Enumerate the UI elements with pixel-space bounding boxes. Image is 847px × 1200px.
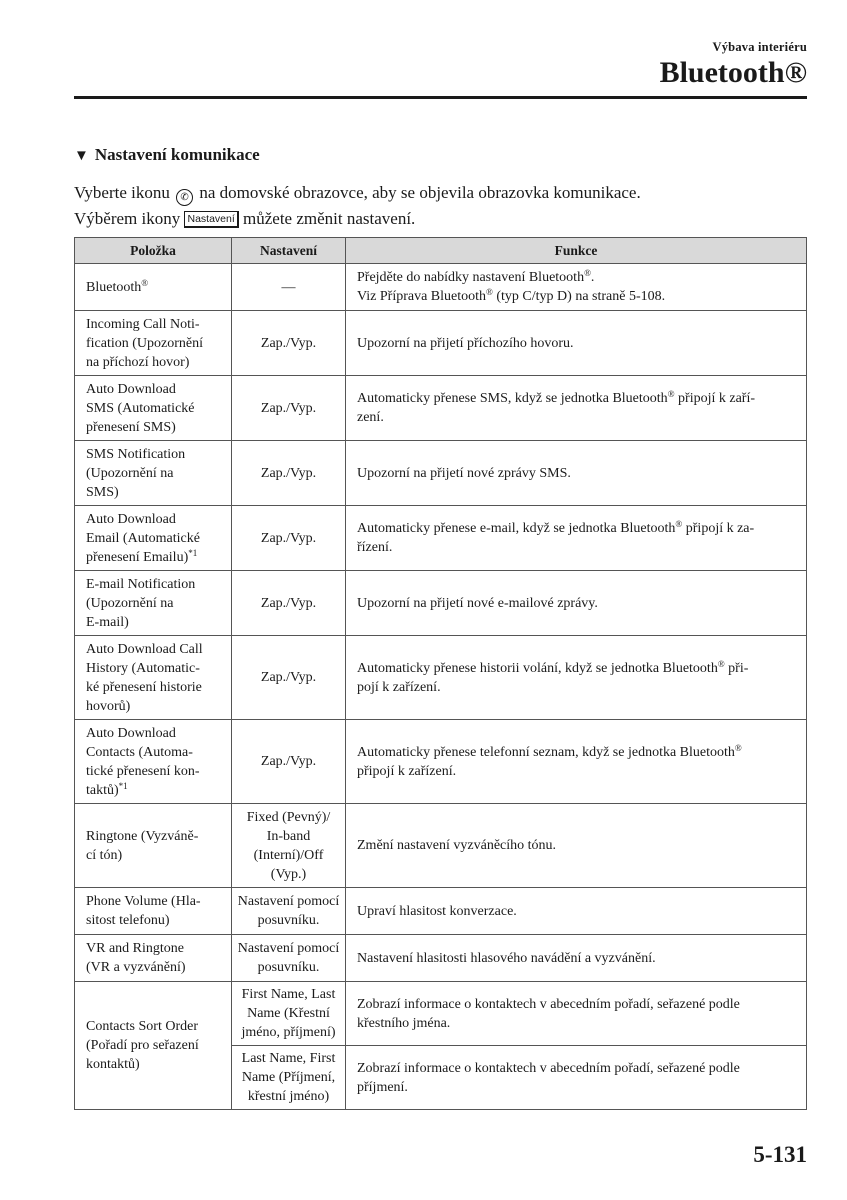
item-cell: Bluetooth® bbox=[75, 264, 232, 311]
function-cell: Automaticky přenese telefonní seznam, když se jednotka Bluetooth® připojí k zařízení. bbox=[346, 720, 807, 804]
item-cell: Auto Download Call History (Automatic- ké přenesení historie hovorů) bbox=[75, 636, 232, 720]
setting-cell: Zap./Vyp. bbox=[232, 636, 346, 720]
setting-cell: Nastavení pomocí posuvníku. bbox=[232, 888, 346, 935]
item-cell: VR and Ringtone (VR a vyzvánění) bbox=[75, 935, 232, 982]
item-cell: Incoming Call Noti- fication (Upozornění na příchozí hovor) bbox=[75, 311, 232, 376]
item-cell: Auto Download Email (Automatické přenesení Emailu)$^{*1}$ bbox=[75, 506, 232, 571]
table-row bbox=[75, 506, 807, 571]
intro-paragraph bbox=[74, 180, 814, 231]
table-row bbox=[75, 935, 807, 982]
header-rule bbox=[74, 96, 807, 99]
header-setting: Nastavení bbox=[232, 238, 346, 264]
function-cell: Automaticky přenese e-mail, když se jednotka Bluetooth® připojí k za- řízení. bbox=[346, 506, 807, 571]
item-cell: Ringtone (Vyzváně- cí tón) bbox=[75, 804, 232, 888]
table-header-row bbox=[75, 238, 807, 264]
function-cell: Upozorní na přijetí nové e-mailové zprávy. bbox=[346, 571, 807, 636]
item-cell: Phone Volume (Hla- sitost telefonu) bbox=[75, 888, 232, 935]
header-function: Funkce bbox=[346, 238, 807, 264]
function-cell: Zobrazí informace o kontaktech v abecedním pořadí, seřazené podle křestního jména. bbox=[346, 982, 807, 1046]
table-row bbox=[75, 376, 807, 441]
section-heading-text: Nastavení komunikace bbox=[94, 145, 260, 164]
item-cell: Auto Download SMS (Automatické přenesení SMS) bbox=[75, 376, 232, 441]
intro-line-2 bbox=[74, 206, 814, 231]
page-title: Bluetooth® bbox=[659, 56, 807, 89]
page-number: 5-131 bbox=[753, 1142, 807, 1167]
setting-cell: First Name, Last Name (Křestní jméno, příjmení) bbox=[232, 982, 346, 1046]
setting-cell: Zap./Vyp. bbox=[232, 376, 346, 441]
setting-cell: Fixed (Pevný)/ In-band (Interní)/Off (Vyp.) bbox=[232, 804, 346, 888]
setting-cell: — bbox=[232, 264, 346, 311]
item-cell: Contacts Sort Order (Pořadí pro seřazení kontaktů) bbox=[75, 982, 232, 1110]
intro-line2-before: Výběrem ikony bbox=[74, 209, 181, 228]
function-cell: Zobrazí informace o kontaktech v abecedním pořadí, seřazené podle příjmení. bbox=[346, 1046, 807, 1110]
chapter-label: Výbava interiéru bbox=[712, 40, 807, 54]
setting-cell: Zap./Vyp. bbox=[232, 571, 346, 636]
function-cell: Upraví hlasitost konverzace. bbox=[346, 888, 807, 935]
table-row bbox=[75, 571, 807, 636]
header-item: Položka bbox=[75, 238, 232, 264]
section-heading bbox=[74, 144, 260, 167]
table-row bbox=[75, 264, 807, 311]
table-row bbox=[75, 804, 807, 888]
table-row bbox=[75, 441, 807, 506]
function-cell: Automaticky přenese historii volání, když se jednotka Bluetooth® při- pojí k zařízení. bbox=[346, 636, 807, 720]
table-row bbox=[75, 311, 807, 376]
function-cell: Automaticky přenese SMS, když se jednotka Bluetooth® připojí k zaří- zení. bbox=[346, 376, 807, 441]
setting-cell: Zap./Vyp. bbox=[232, 506, 346, 571]
setting-cell: Zap./Vyp. bbox=[232, 720, 346, 804]
settings-button-label: Nastavení bbox=[184, 211, 238, 228]
intro-line1-after: na domovské obrazovce, aby se objevila obrazovka komunikace. bbox=[199, 183, 641, 202]
phone-icon: ✆ bbox=[176, 189, 193, 206]
function-cell: Upozorní na přijetí nové zprávy SMS. bbox=[346, 441, 807, 506]
table-row bbox=[75, 982, 807, 1046]
setting-cell: Zap./Vyp. bbox=[232, 441, 346, 506]
function-cell: Nastavení hlasitosti hlasového navádění a vyzvánění. bbox=[346, 935, 807, 982]
setting-cell: Zap./Vyp. bbox=[232, 311, 346, 376]
table-row bbox=[75, 720, 807, 804]
intro-line1-before: Vyberte ikonu bbox=[74, 183, 170, 202]
function-cell: Změní nastavení vyzváněcího tónu. bbox=[346, 804, 807, 888]
item-cell: SMS Notification (Upozornění na SMS) bbox=[75, 441, 232, 506]
intro-line2-after: můžete změnit nastavení. bbox=[243, 209, 416, 228]
setting-cell: Last Name, First Name (Příjmení, křestní jméno) bbox=[232, 1046, 346, 1110]
function-cell: Přejděte do nabídky nastavení Bluetooth®. Viz Příprava Bluetooth® (typ C/typ D) na straně 5-108. bbox=[346, 264, 807, 311]
item-cell: E-mail Notification (Upozornění na E-mail) bbox=[75, 571, 232, 636]
table-row bbox=[75, 888, 807, 935]
settings-table bbox=[74, 237, 807, 1110]
item-cell: Auto Download Contacts (Automa- tické přenesení kon- taktů)$^{*1}$ bbox=[75, 720, 232, 804]
function-cell: Upozorní na přijetí příchozího hovoru. bbox=[346, 311, 807, 376]
table-row bbox=[75, 636, 807, 720]
triangle-down-icon: ▼ bbox=[74, 148, 89, 164]
setting-cell: Nastavení pomocí posuvníku. bbox=[232, 935, 346, 982]
intro-line-1 bbox=[74, 180, 814, 206]
